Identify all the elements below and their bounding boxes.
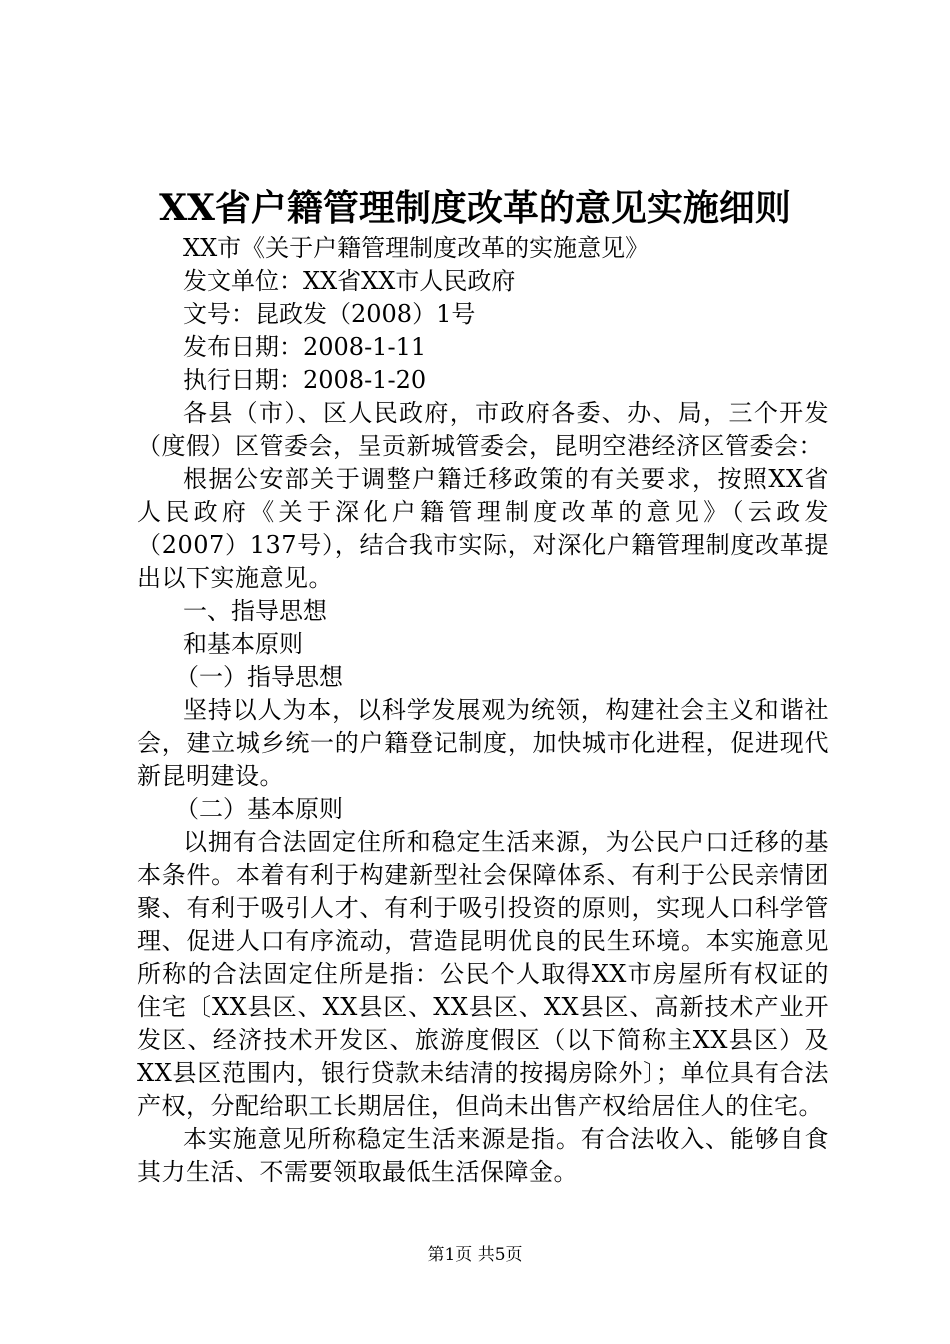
paragraph-guiding-thought: 坚持以人为本，以科学发展观为统领，构建社会主义和谐社会，建立城乡统一的户籍登记制度，加快城市化进程，促进现代新昆明建设。	[137, 696, 829, 790]
meta-subject: XX市《关于户籍管理制度改革的实施意见》	[183, 234, 650, 262]
document-body	[137, 232, 829, 1189]
meta-effective-date: 执行日期：2008-1-20	[183, 366, 427, 394]
meta-doc-number: 文号：昆政发（2008）1号	[183, 300, 476, 328]
paragraph-basic-principles: 以拥有合法固定住所和稳定生活来源，为公民户口迁移的基本条件。本着有利于构建新型社会保障体系、有利于公民亲情团聚、有利于吸引人才、有利于吸引投资的原则，实现人口科学管理、促进人口有序流动，营造昆明优良的民生环境。本实施意见所称的合法固定住所是指：公民个人取得XX市房屋所有权证的住宅〔XX县区、XX县区、XX县区、XX县区、高新技术产业开发区、经济技术开发区、旅游度假区（以下简称主XX县区）及XX县区范围内，银行贷款未结清的按揭房除外〕；单位具有合法产权，分配给职工长期居住，但尚未出售产权给居住人的住宅。	[137, 828, 829, 1120]
section-heading-1b: 和基本原则	[183, 630, 303, 658]
paragraph-addressee: 各县（市）、区人民政府，市政府各委、办、局，三个开发（度假）区管委会，呈贡新城管委会，昆明空港经济区管委会：	[137, 399, 829, 460]
subsection-heading-2: （二）基本原则	[175, 795, 343, 823]
paragraph-intro: 根据公安部关于调整户籍迁移政策的有关要求，按照XX省人民政府《关于深化户籍管理制度改革的意见》（云政发（2007）137号），结合我市实际，对深化户籍管理制度改革提出以下实施意见。	[137, 465, 829, 592]
meta-publish-date: 发布日期：2008-1-11	[183, 333, 427, 361]
subsection-heading-1: （一）指导思想	[175, 663, 343, 691]
paragraph-stable-income: 本实施意见所称稳定生活来源是指。有合法收入、能够自食其力生活、不需要领取最低生活保障金。	[137, 1125, 829, 1186]
section-heading-1a: 一、指导思想	[183, 597, 327, 625]
document-title: XX省户籍管理制度改革的意见实施细则	[159, 187, 791, 229]
page-footer: 第1页 共5页	[427, 1245, 523, 1265]
meta-issuer: 发文单位：XX省XX市人民政府	[183, 267, 516, 295]
